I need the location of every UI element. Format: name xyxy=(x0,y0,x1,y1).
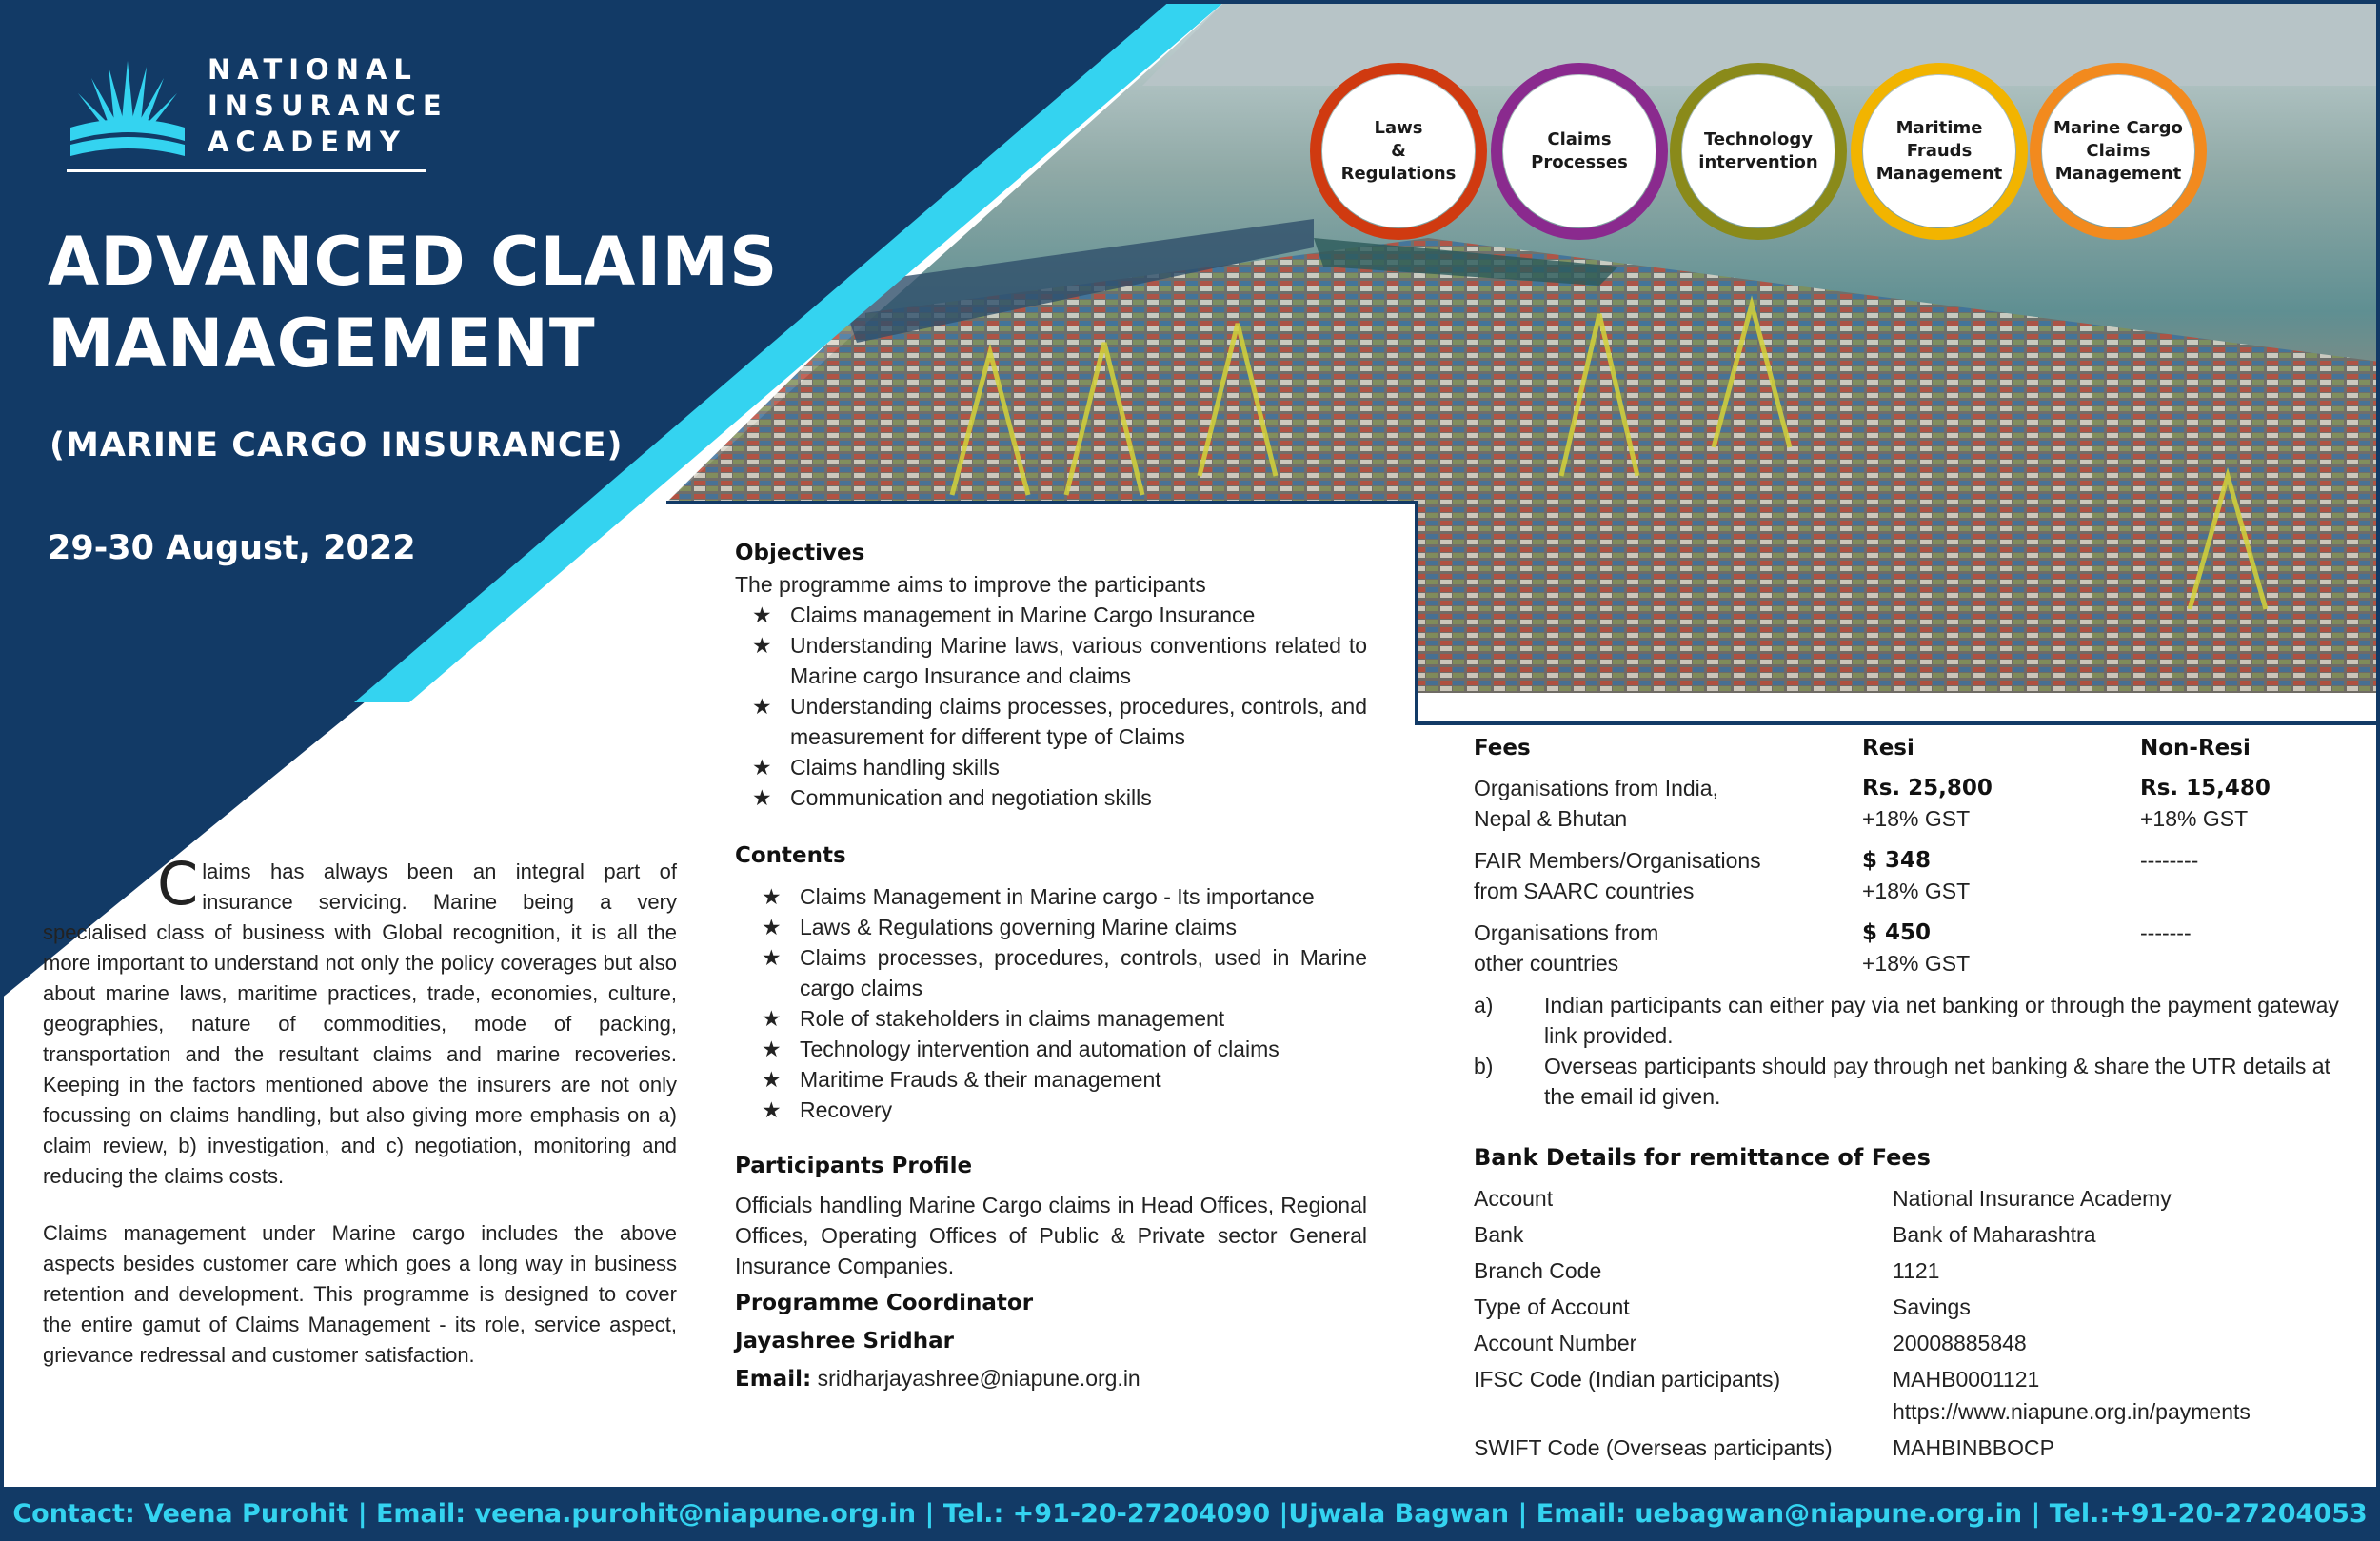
bank-label: Account Number xyxy=(1474,1331,1637,1355)
participants-text: Officials handling Marine Cargo claims in Head Offices, Regional Offices, Operating Offices of Public & Private sector General Insurance Companies. xyxy=(735,1193,1367,1278)
fee-category-line: other countries xyxy=(1474,951,1619,976)
list-item xyxy=(735,782,1367,813)
fee-category-line: Organisations from xyxy=(1474,920,1659,945)
bank-row xyxy=(1474,1399,2359,1435)
contact-footer: Contact: Veena Purohit | Email: veena.purohit@niapune.org.in | Tel.: +91-20-27204090 |Ujwala Bagwan | Email: uebagwan@niapune.org.in | Tel.:+91-20-27204053 xyxy=(0,1487,2380,1541)
fee-nonresi-amount: -------- xyxy=(2140,848,2199,873)
fee-resi-gst: +18% GST xyxy=(1862,879,1971,903)
list-item-text: Claims management in Marine Cargo Insurance xyxy=(790,603,1256,627)
contents-section xyxy=(735,840,1367,1125)
fee-resi-gst: +18% GST xyxy=(1862,806,1971,831)
star-bullet-icon: ★ xyxy=(762,1006,782,1031)
fee-nonresi xyxy=(2140,918,2192,948)
bank-value: National Insurance Academy xyxy=(1893,1186,2172,1211)
topic-claims-processes xyxy=(1503,75,1656,227)
list-item xyxy=(735,1003,1367,1034)
intro-paragraph-2: Claims management under Marine cargo includes the above aspects besides customer care which goes a long way in business retention and development. This programme is designed to cover the entire gamut of Claims Management - its role, service aspect, grievance redressal and customer satisfaction. xyxy=(43,1221,677,1367)
bank-row xyxy=(1474,1331,2359,1367)
fee-note-marker: a) xyxy=(1474,993,1494,1017)
fee-resi-amount: $ 450 xyxy=(1862,920,1932,945)
bank-row xyxy=(1474,1186,2359,1222)
coordinator-email[interactable]: sridharjayashree@niapune.org.in xyxy=(817,1366,1140,1391)
brand-line: NATIONAL xyxy=(208,53,418,86)
fee-nonresi-gst: +18% GST xyxy=(2140,806,2249,831)
programme-date: 29-30 August, 2022 xyxy=(48,529,416,567)
participants-heading: Participants Profile xyxy=(735,1154,973,1178)
topic-label: Laws & Regulations xyxy=(1340,118,1457,184)
bank-label: Branch Code xyxy=(1474,1258,1602,1283)
topic-label: Claims Processes xyxy=(1531,129,1628,172)
payment-link[interactable]: https://www.niapune.org.in/payments xyxy=(1893,1399,2251,1424)
bank-heading: Bank Details for remittance of Fees xyxy=(1474,1144,1931,1171)
bank-label: Type of Account xyxy=(1474,1294,1630,1319)
bank-value: 1121 xyxy=(1893,1258,1940,1283)
list-item xyxy=(735,1064,1367,1095)
list-item-text: Communication and negotiation skills xyxy=(790,785,1152,810)
fee-note xyxy=(1474,990,2359,1051)
star-bullet-icon: ★ xyxy=(762,945,782,970)
fee-nonresi-amount: Rs. 15,480 xyxy=(2140,776,2271,800)
topic-laws-regulations xyxy=(1322,75,1475,227)
topic-maritime-frauds xyxy=(1863,75,2015,227)
fee-note-marker: b) xyxy=(1474,1054,1494,1078)
fee-nonresi-amount: ------- xyxy=(2140,920,2192,945)
title-line: ADVANCED CLAIMS xyxy=(48,223,779,301)
fee-note-text: Overseas participants should pay through net banking & share the UTR details at the email id given. xyxy=(1544,1054,2330,1109)
fee-category xyxy=(1474,918,1658,978)
list-item xyxy=(735,912,1367,942)
list-item xyxy=(735,942,1367,1003)
bank-value: 20008885848 xyxy=(1893,1331,2027,1355)
bank-row xyxy=(1474,1435,2359,1472)
topic-marine-cargo-claims xyxy=(2042,75,2194,227)
drop-cap: C xyxy=(157,849,199,919)
fee-resi-amount: $ 348 xyxy=(1862,848,1932,873)
objectives-heading: Objectives xyxy=(735,541,865,565)
list-item xyxy=(735,630,1367,691)
fee-nonresi xyxy=(2140,773,2271,834)
star-bullet-icon: ★ xyxy=(752,603,772,627)
bank-row xyxy=(1474,1222,2359,1258)
list-item xyxy=(735,1095,1367,1125)
email-label: Email: xyxy=(735,1367,812,1392)
bank-label: Bank xyxy=(1474,1222,1524,1247)
list-item xyxy=(735,600,1367,630)
logo-divider xyxy=(67,169,426,172)
list-item xyxy=(735,881,1367,912)
page-subtitle: (MARINE CARGO INSURANCE) xyxy=(50,426,624,464)
fee-note-text: Indian participants can either pay via net banking or through the payment gateway link provided. xyxy=(1544,993,2339,1048)
topic-label: Maritime Frauds Management xyxy=(1875,118,2003,184)
fee-resi-amount: Rs. 25,800 xyxy=(1862,776,1993,800)
list-item-text: Recovery xyxy=(800,1097,893,1122)
list-item-text: Claims Management in Marine cargo - Its importance xyxy=(800,884,1315,909)
bank-label: SWIFT Code (Overseas participants) xyxy=(1474,1435,1833,1460)
bank-row xyxy=(1474,1367,2359,1403)
list-item-text: Technology intervention and automation of claims xyxy=(800,1037,1279,1061)
fee-resi-gst: +18% GST xyxy=(1862,951,1971,976)
contents-list xyxy=(735,881,1367,1125)
fees-col-header: Fees xyxy=(1474,736,1531,761)
list-item-text: Maritime Frauds & their management xyxy=(800,1067,1161,1092)
star-bullet-icon: ★ xyxy=(752,785,772,810)
resi-col-header: Resi xyxy=(1862,736,1914,761)
shell-book-logo-icon xyxy=(67,53,188,160)
fee-category-line: Organisations from India, xyxy=(1474,776,1718,800)
intro-p1-text: laims has always been an integral part of insurance servicing. Marine being a very specialised class of business with Global recognition, it is all the more important to understand not only the policy coverages but also about marine laws, maritime practices, trade, economies, culture, geographies, nature of commodities, mode of packing, transportation and the resultant claims and marine recoveries. Keeping in the factors mentioned above the insurers are not only focussing on claims handling, but also giving more emphasis on a) claim review, b) investigation, and c) negotiation, monitoring and reducing the claims costs. xyxy=(43,859,677,1188)
objectives-lead: The programme aims to improve the participants xyxy=(735,572,1206,597)
star-bullet-icon: ★ xyxy=(762,915,782,939)
star-bullet-icon: ★ xyxy=(762,1037,782,1061)
list-item xyxy=(735,1034,1367,1064)
brand-line: ACADEMY xyxy=(208,126,407,158)
fee-category xyxy=(1474,845,1761,906)
star-bullet-icon: ★ xyxy=(762,1097,782,1122)
coordinator-name: Jayashree Sridhar xyxy=(735,1329,954,1353)
topic-technology-intervention xyxy=(1682,75,1835,227)
fee-nonresi xyxy=(2140,845,2198,876)
brand-name xyxy=(208,51,448,160)
list-item-text: Claims handling skills xyxy=(790,755,1000,780)
list-item-text: Claims processes, procedures, controls, used in Marine cargo claims xyxy=(800,945,1367,1000)
contents-heading: Contents xyxy=(735,843,846,868)
nonresi-col-header: Non-Resi xyxy=(2140,736,2251,761)
coordinator-email-line xyxy=(735,1363,1367,1394)
bank-label: Account xyxy=(1474,1186,1554,1211)
list-item-text: Laws & Regulations governing Marine claims xyxy=(800,915,1237,939)
title-line: MANAGEMENT xyxy=(48,305,596,383)
star-bullet-icon: ★ xyxy=(752,755,772,780)
list-item-text: Role of stakeholders in claims management xyxy=(800,1006,1225,1031)
bank-value: Bank of Maharashtra xyxy=(1893,1222,2096,1247)
list-item xyxy=(735,691,1367,752)
bank-value: MAHBINBBOCP xyxy=(1893,1435,2054,1460)
fee-category-line: FAIR Members/Organisations xyxy=(1474,848,1761,873)
bank-label: IFSC Code (Indian participants) xyxy=(1474,1367,1781,1392)
star-bullet-icon: ★ xyxy=(752,694,772,719)
fee-resi xyxy=(1862,773,1993,834)
fee-category-line: from SAARC countries xyxy=(1474,879,1695,903)
topic-label: Marine Cargo Claims Management xyxy=(2053,118,2183,184)
star-bullet-icon: ★ xyxy=(762,884,782,909)
list-item-text: Understanding claims processes, procedures, controls, and measurement for different type of Claims xyxy=(790,694,1367,749)
coordinator-heading: Programme Coordinator xyxy=(735,1291,1034,1315)
star-bullet-icon: ★ xyxy=(752,633,772,658)
fee-resi xyxy=(1862,845,1970,906)
objectives-list xyxy=(735,600,1367,813)
list-item xyxy=(735,752,1367,782)
intro-text xyxy=(43,849,677,1397)
list-item-text: Understanding Marine laws, various conventions related to Marine cargo Insurance and claims xyxy=(790,633,1367,688)
intro-paragraph-1 xyxy=(43,849,677,1192)
participants-section xyxy=(735,1150,1367,1394)
bank-row xyxy=(1474,1258,2359,1294)
bank-row xyxy=(1474,1294,2359,1331)
brand-line: INSURANCE xyxy=(208,89,448,122)
fee-category-line: Nepal & Bhutan xyxy=(1474,806,1628,831)
topic-label: Technology intervention xyxy=(1698,129,1818,172)
page-title xyxy=(48,221,778,385)
fee-resi xyxy=(1862,918,1970,978)
bank-value: Savings xyxy=(1893,1294,1971,1319)
bank-value: MAHB0001121 xyxy=(1893,1367,2040,1392)
star-bullet-icon: ★ xyxy=(762,1067,782,1092)
fee-category xyxy=(1474,773,1718,834)
objectives-section xyxy=(735,537,1367,813)
fee-note xyxy=(1474,1051,2359,1112)
